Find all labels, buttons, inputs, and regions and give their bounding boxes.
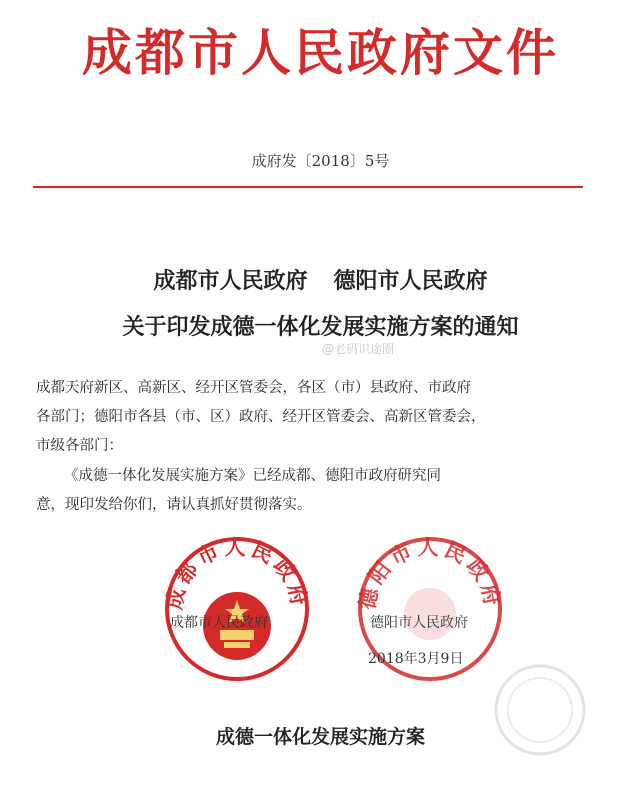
deyang-seal-text: 德阳市人民政府	[355, 535, 505, 612]
body-paragraph	[36, 462, 596, 520]
issuer-banner: 成都市人民政府文件	[82, 24, 559, 82]
watermark: @老码识途圈	[322, 342, 395, 356]
attachment-title: 成德一体化发展实施方案	[215, 726, 425, 748]
signature-date: 2018年3月9日	[368, 651, 464, 667]
signature-deyang: 德阳市人民政府	[370, 615, 468, 631]
red-divider	[33, 186, 583, 188]
notice-title-subject: 关于印发成德一体化发展实施方案的通知	[122, 315, 519, 340]
notice-title-issuers	[0, 264, 641, 295]
signature-chengdu: 成都市人民政府	[170, 615, 268, 631]
body-line: 《成德一体化发展实施方案》已经成都、德阳市政府研究同	[64, 468, 441, 484]
addressee-block	[36, 374, 596, 461]
addressee-line: 市级各部门：	[36, 438, 123, 454]
addressee-line: 各部门；德阳市各县（市、区）政府、经开区管委会、高新区管委会，	[36, 409, 486, 425]
addressee-line: 成都天府新区、高新区、经开区管委会，各区（市）县政府、市政府	[36, 380, 471, 396]
title-issuer-deyang: 德阳市人民政府	[333, 269, 488, 294]
chengdu-seal	[162, 534, 312, 684]
chengdu-seal-text: 成都市人民政府	[162, 535, 312, 612]
body-line: 意，现印发给你们，请认真抓好贯彻落实。	[36, 497, 312, 513]
document-number: 成府发〔2018〕5号	[251, 152, 390, 170]
title-issuer-chengdu: 成都市人民政府	[153, 269, 308, 294]
